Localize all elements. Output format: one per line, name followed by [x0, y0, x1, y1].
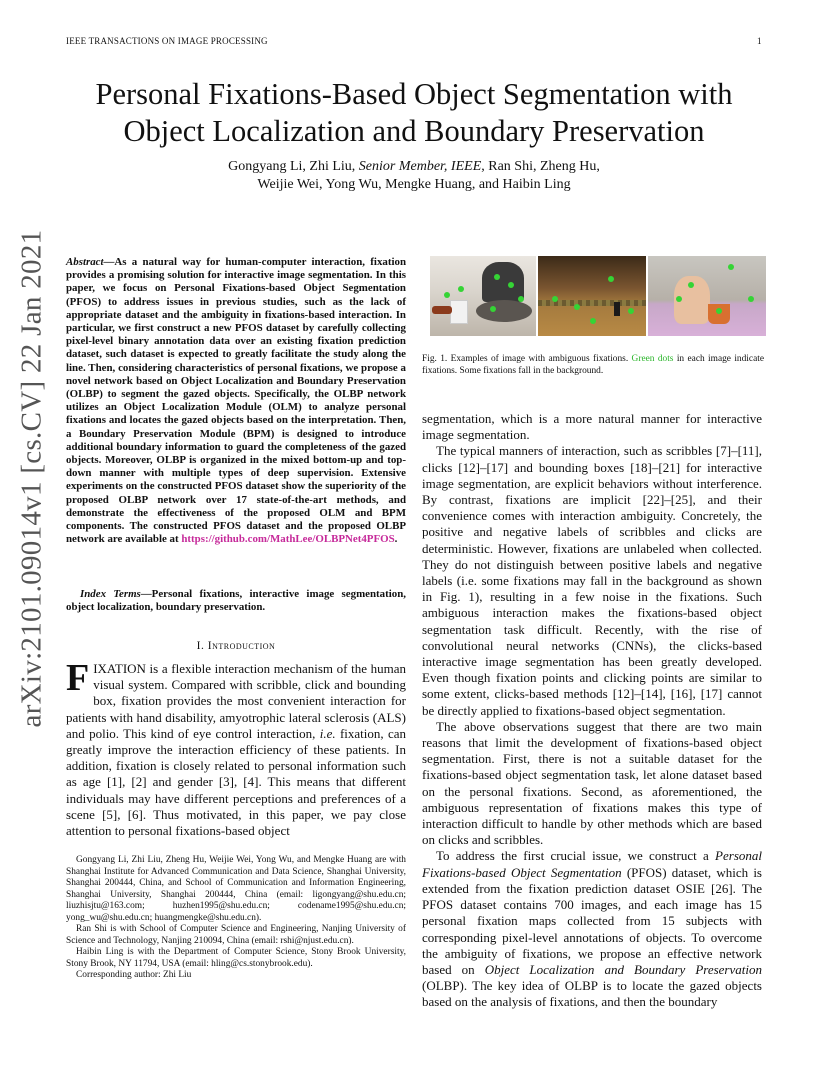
paper-title: [40, 76, 788, 150]
p3-text-c: (OLBP). The key idea of OLBP is to locate the gazed objects based on the analysis of fixations, and then the boundary: [422, 978, 762, 1010]
authors-part-1b: , Ran Shi, Zheng Hu,: [481, 159, 600, 174]
author-list: [60, 158, 768, 194]
intro-ie: i.e.: [319, 725, 336, 741]
index-terms: [66, 588, 406, 614]
index-terms-text: —Personal fixations, interactive image segmentation, object localization, boundary preservation.: [66, 588, 406, 614]
title-line-2: Object Localization and Boundary Preservation: [123, 114, 705, 148]
journal-header: IEEE TRANSACTIONS ON IMAGE PROCESSING: [66, 36, 268, 46]
drop-cap: F: [66, 657, 90, 699]
footnote-affiliation-2: Ran Shi is with School of Computer Science and Engineering, Nanjing University of Science and Technology, Nanjing 210094, China (email: rshi@njust.edu.cn).: [66, 924, 406, 946]
right-paragraph-0: segmentation, which is a more natural manner for interactive image segmentation.: [422, 411, 762, 443]
authors-line-2: Weijie Wei, Yong Wu, Mengke Huang, and Haibin Ling: [257, 177, 571, 192]
p3-italic-2: Object Localization and Boundary Preservation: [484, 961, 762, 977]
caption-text-b: in each image indicate fixations. Some fixations fall in the background.: [422, 354, 764, 376]
title-line-1: Personal Fixations-Based Object Segmentation with: [95, 77, 733, 111]
p3-italic-1: Personal Fixations-based Object Segmentation: [422, 848, 762, 880]
right-column-text: [422, 411, 762, 1011]
figure-1: [430, 256, 766, 336]
caption-text-a: Fig. 1. Examples of image with ambiguous fixations.: [422, 354, 632, 364]
section-heading: I. Introduction: [196, 640, 276, 652]
authors-part-1: Gongyang Li, Zhi Liu,: [228, 159, 359, 174]
figure-caption: [422, 353, 764, 377]
arxiv-stamp: arXiv:2101.09014v1 [cs.CV] 22 Jan 2021: [15, 229, 48, 728]
intro-text-b: fixation, can greatly improve the interaction efficiency of these patients. In addition, fixation is closely related to personal information such as age [1], [2] and gender [3], [4]. This means that different individuals may have different perceptions and preferences of a scene [5], [6]. Thus motivated, in this paper, we pay close attention to personal fixations-based object: [66, 725, 406, 839]
author-role: Senior Member, IEEE: [358, 159, 482, 174]
abstract-text: —As a natural way for human-computer interaction, fixation provides a promising solution for interactive image segmentation. In this paper, we focus on Personal Fixations-based Object Segmentation (PFOS) to address issues in previous studies, such as the lack of appropriate dataset and the ambiguity in fixations-based interaction. In particular, we first construct a new PFOS dataset by carefully collecting pixel-level binary annotation data over an existing fixation prediction dataset, such dataset is expected to greatly facilitate the study along the line. Then, considering characteristics of personal fixations, we propose a novel network based on Object Localization and Boundary Preservation (OLBP) to segment the gazed objects. Specifically, the OLBP network utilizes an Object Localization Module (OLM) to analyze personal fixations and locates the gazed objects based on the interpretation. Then, a Boundary Preservation Module (BPM) is designed to introduce additional boundary information to guard the completeness of the gazed objects. Moreover, OLBP is organized in the mixed bottom-up and top-down manner with multiple types of deep supervision. Extensive experiments on the constructed PFOS dataset show the superiority of the proposed OLBP network over 17 state-of-the-art methods, and demonstrate the effectiveness of the proposed OLM and BPM components. The constructed PFOS dataset and the proposed OLBP network are available at: [66, 256, 406, 546]
p3-text-b: (PFOS) dataset, which is extended from the fixation prediction dataset OSIE [26]. The PFOS dataset contains 700 images, and each image has 15 personal fixation maps collected from 15 subjects with corresponding pixel-level annotations of objects. To overcome the ambiguity of fixations, we propose an effective network based on: [422, 864, 762, 977]
code-link[interactable]: https://github.com/MathLee/OLBPNet4PFOS: [181, 533, 395, 546]
right-paragraph-1: The typical manners of interaction, such as scribbles [7]–[11], clicks [12]–[17] and bounding boxes [18]–[21] for interactive image segmentation, are explicit behaviors without interference. By contrast, fixations are implicit [22]–[25], and their convenience comes with interaction ambiguity. Concretely, the positive and negative labels of scribbles and clicks are deterministic. However, fixations are unlabeled when collected. They do not distinguish between positive labels and negative labels (i.e. some fixations may fall in the background as shown in Fig. 1), resulting in a few noise in the fixations. Such ambiguous interaction makes the fixations-based object segmentation task difficult. Recently, with the rise of convolutional neural networks (CNNs), the clicks-based interactive image segmentation has been greatly developed. Even though fixation points and clicking points are similar to some extent, clicks-based methods [12]–[14], [16], [17] cannot be directly applied to fixations-based object segmentation.: [422, 443, 762, 718]
p3-text-a: To address the first crucial issue, we construct a: [436, 848, 716, 864]
child-beach-image: [648, 256, 766, 336]
abstract-label: Abstract: [66, 256, 104, 268]
footnote-affiliation-1: Gongyang Li, Zhi Liu, Zheng Hu, Weijie Wei, Yong Wu, and Mengke Huang are with Shanghai Institute for Advanced Communication and Data Science, Shanghai University, Shanghai 200444, China, and School of Communication and Information Engineering, Shanghai University, Shanghai 200444, China (email: ligongyang@shu.edu.cn; liuzhisjtu@163.com; huzhen1995@shu.edu.cn; codename1995@shu.edu.cn; yong_wu@shu.edu.cn; huangmengke@shu.edu.cn).: [66, 855, 406, 923]
right-paragraph-3: [422, 848, 762, 1010]
tabletop-scene-image: [430, 256, 536, 336]
intro-paragraph: [66, 657, 406, 839]
footnote-corresponding: Corresponding author: Zhi Liu: [76, 970, 192, 980]
footnotes: [66, 855, 406, 982]
abstract: [66, 256, 406, 546]
right-paragraph-2: The above observations suggest that there are two main reasons that limit the development of fixations-based object segmentation. First, there is not a suitable dataset for the fixations-based object segmentation task, let alone dataset based on the personal fixations. Second, as aforementioned, the ambiguous representation of fixations makes this type of interaction difficult to handle by other methods which are based on clicks and scribbles.: [422, 718, 762, 848]
caption-green-dots: Green dots: [631, 354, 674, 364]
index-terms-label: Index Terms: [80, 588, 141, 600]
intro-text-a: IXATION is a flexible interaction mechanism of the human visual system. Compared with scribble, click and bounding box, fixation provides the most convenient interaction for patients with hand disability, amyotrophic lateral sclerosis (ALS) and polio. This kind of eye control interaction,: [66, 661, 406, 741]
page-number: 1: [757, 36, 762, 46]
desert-scene-image: [538, 256, 646, 336]
abstract-end: .: [394, 533, 398, 546]
footnote-affiliation-3: Haibin Ling is with the Department of Computer Science, Stony Brook University, Stony Brook, NY 11794, USA (email: hling@cs.stonybrook.edu).: [66, 947, 406, 969]
